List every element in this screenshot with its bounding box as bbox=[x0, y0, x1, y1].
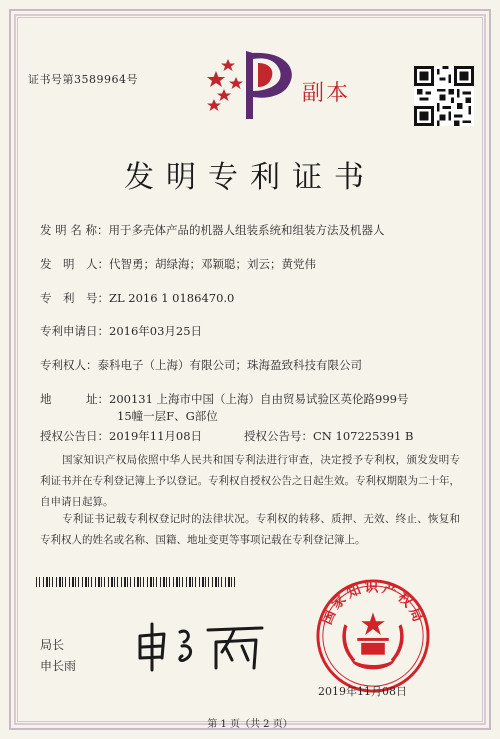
invention-name-value: 用于多壳体产品的机器人组装系统和组装方法及机器人 bbox=[108, 223, 385, 237]
seal-date: 2019年11月08日 bbox=[318, 685, 407, 698]
patent-number-row bbox=[40, 290, 234, 306]
qr-code-icon bbox=[414, 66, 474, 126]
director-name: 申长雨 bbox=[40, 659, 77, 673]
inventor-value: 代智勇；胡绿海；邓颖聪；刘云；黄党伟 bbox=[109, 257, 316, 271]
body-paragraph-2: 专利证书记载专利权登记时的法律状况。专利权的转移、质押、无效、终止、恢复和专利权人的姓名或名称、国籍、地址变更等事项记载在专利登记簿上。 bbox=[40, 513, 460, 546]
address-line1: 200131 上海市中国（上海）自由贸易试验区英伦路999号 bbox=[109, 392, 409, 406]
official-seal-icon bbox=[314, 577, 432, 695]
page-number: 第 1 页（共 2 页） bbox=[207, 719, 293, 730]
grant-number-label: 授权公告号： bbox=[244, 429, 313, 443]
patent-number-value: ZL 2016 1 0186470.0 bbox=[109, 291, 235, 305]
barcode-icon bbox=[36, 577, 236, 587]
address-line2-row bbox=[117, 408, 218, 424]
filing-date-value: 2016年03月25日 bbox=[109, 324, 203, 338]
address-row bbox=[40, 391, 409, 407]
patent-number-label: 专 利 号： bbox=[40, 291, 109, 305]
grant-date-value: 2019年11月08日 bbox=[109, 429, 203, 443]
director-title: 局长 bbox=[40, 638, 65, 652]
address-line2: 15幢一层F、G部位 bbox=[117, 409, 218, 423]
patentee-value: 泰科电子（上海）有限公司；珠海盈致科技有限公司 bbox=[97, 358, 362, 372]
invention-name-row bbox=[40, 222, 384, 238]
copy-mark: 副本 bbox=[302, 81, 351, 106]
patentee-row bbox=[40, 357, 362, 373]
handwritten-signature-icon bbox=[130, 616, 270, 676]
grant-number-value: CN 107225391 B bbox=[313, 429, 414, 443]
seal-text: 国家知识产权局 bbox=[318, 579, 428, 627]
grant-number-row bbox=[244, 428, 413, 444]
inventor-label: 发 明 人： bbox=[40, 257, 109, 271]
certificate-number: 证书号第3589964号 bbox=[28, 73, 138, 86]
grant-date-row bbox=[40, 428, 202, 444]
invention-name-label: 发 明 名 称： bbox=[40, 223, 109, 237]
filing-date-label: 专利申请日： bbox=[40, 324, 109, 338]
inventor-row bbox=[40, 256, 316, 272]
certificate-title: 发明专利证书 bbox=[124, 160, 376, 195]
filing-date-row bbox=[40, 323, 202, 339]
body-paragraph-1: 国家知识产权局依照中华人民共和国专利法进行审查，决定授予专利权，颁发发明专利证书并在专利登记簿上予以登记。专利权自授权公告之日起生效。专利权期限为二十年，自申请日起算。 bbox=[40, 454, 460, 508]
patentee-label: 专利权人： bbox=[40, 358, 98, 372]
address-label: 地 址： bbox=[40, 392, 109, 406]
cnipa-logo-icon bbox=[206, 41, 306, 121]
grant-date-label: 授权公告日： bbox=[40, 429, 109, 443]
